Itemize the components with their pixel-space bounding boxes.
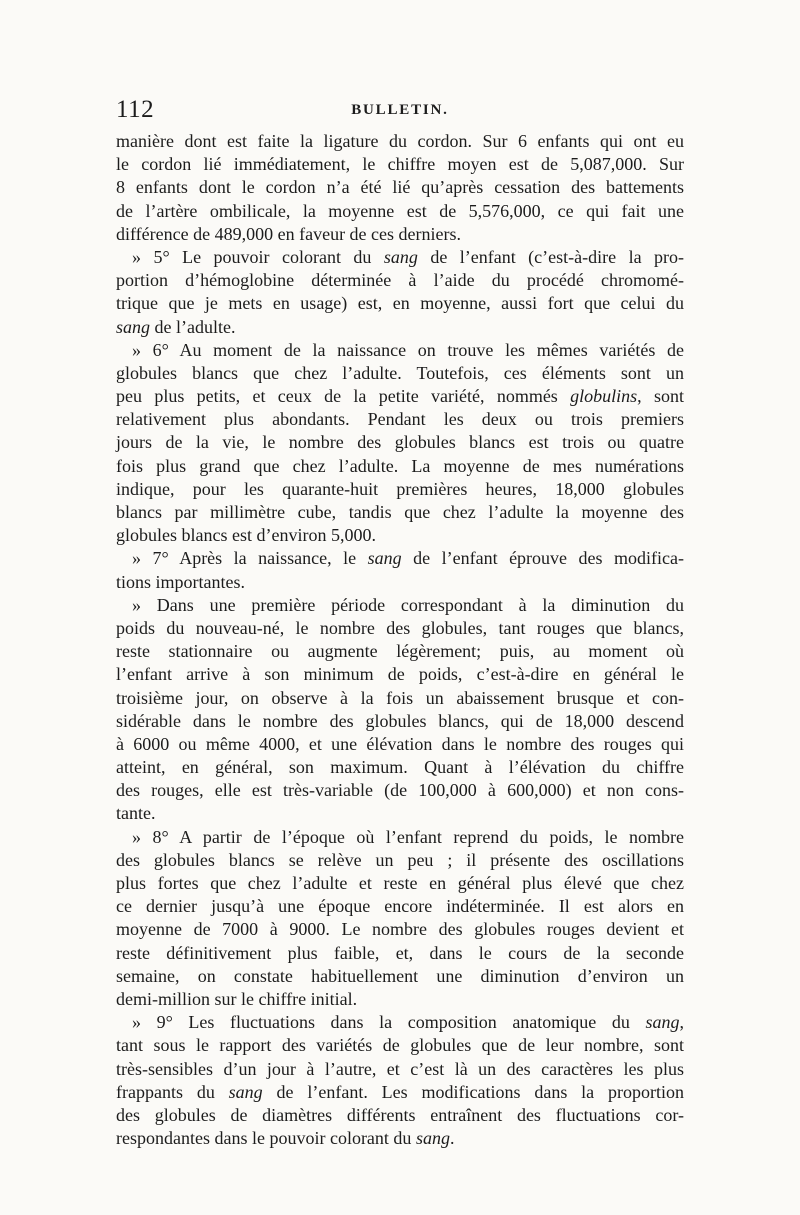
text-line [116,246,684,269]
text-line [116,687,684,710]
text-line [116,408,684,431]
paragraph-point-6 [116,339,684,548]
text-segment: le cordon lié immédiatement, le chiffre moyen est de 5,087,000. Sur [116,154,684,175]
text-segment: manière dont est faite la ligature du cordon. Sur 6 enfants qui ont eu [116,131,684,151]
text-line [116,594,684,617]
text-segment: » Dans une première période correspondant à la diminution du [132,594,684,615]
text-line [116,849,684,872]
text-line [116,617,684,640]
italic-term: globulins [570,386,638,407]
page-number: 112 [116,96,155,123]
text-line [116,362,684,385]
text-segment: » 8° A partir de l’époque où l’enfant reprend du poids, le nombre [132,826,684,847]
text-line [116,942,684,965]
paragraph-cordon [116,130,684,246]
text-segment: fois plus grand que chez l’adulte. La moyenne de mes numérations [116,455,684,476]
italic-term: sang [116,316,151,337]
text-line [116,640,684,663]
text-line [116,339,684,362]
text-segment: poids du nouveau-né, le nombre des globules, tant rouges que blancs, [116,617,684,638]
text-line [116,200,684,223]
text-line [116,918,684,941]
text-line [116,316,684,339]
page-header [116,96,684,126]
paragraph-point-7 [116,547,684,593]
text-segment: 8 enfants dont le cordon n’a été lié qu’après cessation des battements [116,177,684,198]
text-line [116,130,684,153]
text-segment: à 6000 ou même 4000, et une élévation dans le nombre des rouges qui [116,733,684,754]
text-line [116,478,684,501]
text-line [116,779,684,802]
text-segment: portion d’hémoglobine déterminée à l’aide du procédé chromomé- [116,270,684,291]
text-line [116,1058,684,1081]
text-segment: l’enfant arrive à son minimum de poids, c’est-à-dire en général le [116,664,684,685]
text-segment: des globules blancs se relève un peu ; il présente des oscillations [116,849,684,870]
text-line [116,756,684,779]
text-line [116,501,684,524]
text-line [116,663,684,686]
text-segment: de l’adulte. [150,316,236,337]
text-segment: semaine, on constate habituellement une diminution d’environ un [116,965,684,986]
text-line [116,1081,684,1104]
paragraph-premiere-periode [116,594,684,826]
text-line [116,176,684,199]
paragraph-point-5 [116,246,684,339]
text-segment: blancs par millimètre cube, tandis que chez l’adulte la moyenne des [116,502,684,522]
text-line [116,1104,684,1127]
text-segment: de l’enfant. Les modifications dans la proportion [262,1081,684,1102]
text-segment: » 9° Les fluctuations dans la composition anatomique du [132,1012,646,1033]
text-segment: globules blancs que chez l’adulte. Toutefois, ces éléments sont un [116,362,684,383]
paragraph-point-9 [116,1011,684,1150]
text-line [116,1011,684,1034]
text-line [116,988,684,1011]
text-segment: respondantes dans le pouvoir colorant du [116,1128,416,1149]
text-segment: globules blancs est d’environ 5,000. [116,525,376,546]
text-segment: de l’enfant éprouve des modifica- [401,548,684,569]
text-line [116,223,684,246]
text-segment: tant sous le rapport des variétés de globules que de leur nombre, sont [116,1035,684,1056]
text-line [116,269,684,292]
paragraph-point-8 [116,826,684,1012]
running-title: BULLETIN. [351,102,449,118]
text-segment: des globules de diamètres différents entraînent des fluctuations cor- [116,1104,684,1125]
text-line [116,1127,684,1150]
body-text [116,130,684,1150]
text-line [116,895,684,918]
text-segment: sidérable dans le nombre des globules blancs, qui de 18,000 descend [116,710,684,731]
text-segment: frappants du [116,1081,229,1102]
text-line [116,455,684,478]
text-segment: , [679,1012,684,1033]
text-segment: troisième jour, on observe à la fois un abaissement brusque et con- [116,687,684,708]
text-line [116,1034,684,1057]
text-line [116,153,684,176]
italic-term: sang [415,1128,450,1149]
text-segment: atteint, en général, son maximum. Quant à l’élévation du chiffre [116,757,684,778]
text-line [116,802,684,825]
text-line [116,431,684,454]
text-line [116,733,684,756]
text-segment: , sont [637,386,684,407]
text-segment: de l’enfant (c’est-à-dire la pro- [417,246,684,267]
text-segment: de l’artère ombilicale, la moyenne est de 5,576,000, ce qui fait une [116,200,684,221]
text-segment: tante. [116,803,156,824]
text-segment: jours de la vie, le nombre des globules blancs est trois ou quatre [116,432,684,453]
text-line [116,965,684,988]
text-segment: » 6° Au moment de la naissance on trouve les mêmes variétés de [132,339,684,360]
text-segment: moyenne de 7000 à 9000. Le nombre des globules rouges devient et [116,919,684,940]
text-segment: reste stationnaire ou augmente légèrement; puis, au moment où [116,641,684,662]
text-segment: . [449,1128,455,1149]
italic-term: sang [383,246,418,267]
text-segment: indique, pour les quarante-huit premières heures, 18,000 globules [116,478,684,499]
text-segment: trique que je mets en usage) est, en moyenne, aussi fort que celui du [116,293,684,314]
text-line [116,710,684,733]
text-segment: peu plus petits, et ceux de la petite variété, nommés [116,386,571,407]
text-segment: différence de 489,000 en faveur de ces derniers. [116,223,462,244]
text-segment: des rouges, elle est très-variable (de 100,000 à 600,000) et non cons- [116,780,684,801]
text-segment: relativement plus abondants. Pendant les deux ou trois premiers [116,409,684,430]
text-segment: » 7° Après la naissance, le [132,548,368,569]
text-line [116,385,684,408]
text-segment: reste définitivement plus faible, et, dans le cours de la seconde [116,942,684,963]
text-line [116,524,684,547]
text-line [116,826,684,849]
text-segment: » 5° Le pouvoir colorant du [132,246,384,267]
text-segment: tions importantes. [116,571,245,592]
text-segment: très-sensibles d’un jour à l’autre, et c’est là un des caractères les plus [116,1058,684,1079]
text-segment: ce dernier jusqu’à une époque encore indéterminée. Il est alors en [116,896,684,917]
italic-term: sang [367,548,402,569]
text-line [116,571,684,594]
text-segment: plus fortes que chez l’adulte et reste en général plus élevé que chez [116,873,684,893]
text-line [116,872,684,895]
text-line [116,292,684,315]
text-line [116,547,684,570]
italic-term: sang [645,1012,680,1033]
italic-term: sang [228,1081,263,1102]
text-segment: demi-million sur le chiffre initial. [116,988,358,1009]
